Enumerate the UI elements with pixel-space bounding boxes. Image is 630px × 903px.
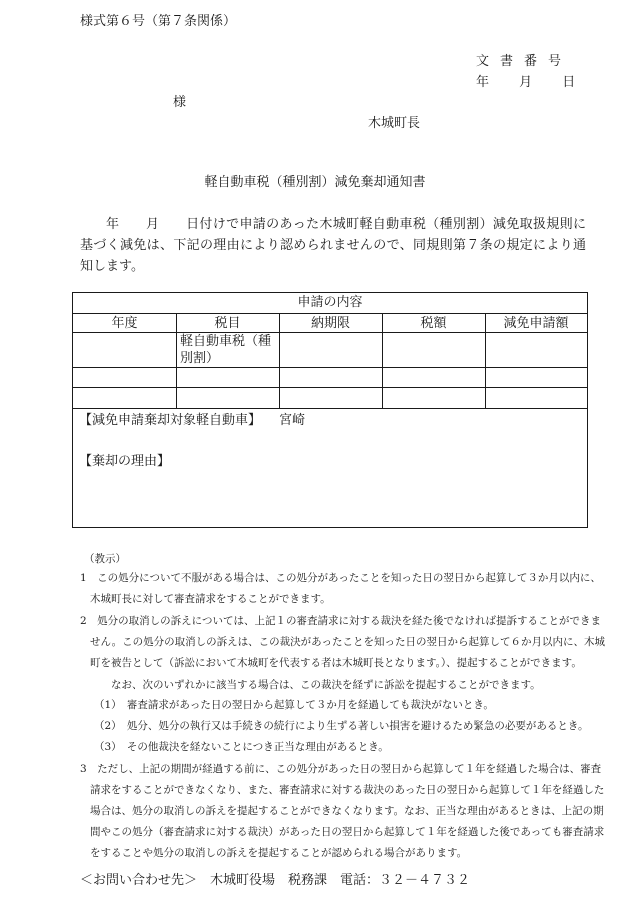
note-line: 町を被告として（訴訟において木城町を代表する者は木城町長となります。）、提起することができます。 bbox=[90, 657, 582, 669]
note-line: 3 ただし、上記の期間が経過する前に、この処分があった日の翌日から起算して１年を経過した場合は、審査 bbox=[80, 763, 602, 775]
date-label: 年 月 日 bbox=[476, 75, 576, 90]
document-number-label: 文書番号 bbox=[476, 54, 573, 69]
tax-item-cell-line2: 別割） bbox=[180, 351, 220, 366]
issuer-name: 木城町長 bbox=[368, 116, 421, 131]
note-sub-item: （2） 処分、処分の執行又は手続きの続行により生ずる著しい損害を避けるため緊急の必要があるとき。 bbox=[94, 720, 589, 732]
note-line: 間やこの処分（審査請求に対する裁決）があった日の翌日から起算して１年を経過した後であっても審査請求 bbox=[90, 826, 605, 838]
header-tax-amount: 税額 bbox=[420, 316, 447, 331]
note-sub-item: （1） 審査請求があった日の翌日から起算して３か月を経過しても裁決がないとき。 bbox=[94, 699, 494, 711]
table-rule bbox=[73, 408, 587, 409]
table-rule bbox=[73, 367, 587, 368]
note-line: 請求をすることができなくなり、また、審査請求に対する裁決のあった日の翌日から起算して１年を経過した bbox=[90, 784, 605, 796]
tax-item-cell-line1: 軽自動車税（種 bbox=[180, 334, 272, 349]
instructions-heading: （教示） bbox=[84, 553, 126, 565]
note-line: 場合は、処分の取消しの訴えを提起することができなくなります。なお、正当な理由があるときは、上記の期 bbox=[90, 805, 604, 817]
header-year: 年度 bbox=[111, 316, 138, 331]
note-line: 1 この処分について不服がある場合は、この処分があったことを知った日の翌日から起算して３か月以内に、 bbox=[80, 572, 601, 584]
note-line: 木城町長に対して審査請求をすることができます。 bbox=[90, 593, 331, 605]
table-rule bbox=[73, 332, 587, 333]
header-due-date: 納期限 bbox=[310, 316, 350, 331]
note-sub-item: （3） その他裁決を経ないことにつき正当な理由があるとき。 bbox=[94, 741, 389, 753]
vehicle-value: 宮崎 bbox=[279, 413, 306, 428]
application-table bbox=[72, 292, 588, 528]
note-line: をすることや処分の取消しの訴えを提起することが認められる場合があります。 bbox=[90, 847, 468, 859]
table-rule bbox=[73, 313, 587, 314]
note-line: せん。この処分の取消しの訴えは、この裁決があったことを知った日の翌日から起算して６か月以内に、木城 bbox=[90, 636, 606, 648]
note-line: なお、次のいずれかに該当する場合は、この裁決を経ずに訴訟を提起することができます。 bbox=[111, 679, 541, 691]
header-reduction-amount: 減免申請額 bbox=[503, 316, 569, 331]
reason-label: 【棄却の理由】 bbox=[79, 454, 171, 469]
table-caption: 申請の内容 bbox=[297, 295, 363, 310]
body-text: 年 月 日付けで申請のあった木城町軽自動車税（種別割）減免取扱規則に基づく減免は、下記の理由により認められませんので、同規則第７条の規定により通知します。 bbox=[80, 217, 586, 274]
table-rule bbox=[73, 387, 587, 388]
form-number: 様式第６号（第７条関係） bbox=[80, 14, 237, 29]
document-title: 軽自動車税（種別割）減免棄却通知書 bbox=[204, 175, 426, 190]
contact-info: ＜お問い合わせ先＞ 木城町役場 税務課 電話：３２－４７３２ bbox=[80, 873, 471, 888]
vehicle-label: 【減免申請棄却対象軽自動車】 bbox=[79, 413, 262, 428]
note-line: 2 処分の取消しの訴えについては、上記１の審査請求に対する裁決を経た後でなければ提訴することができま bbox=[80, 615, 601, 627]
header-tax-item: 税目 bbox=[214, 316, 241, 331]
addressee-suffix: 様 bbox=[173, 95, 187, 110]
